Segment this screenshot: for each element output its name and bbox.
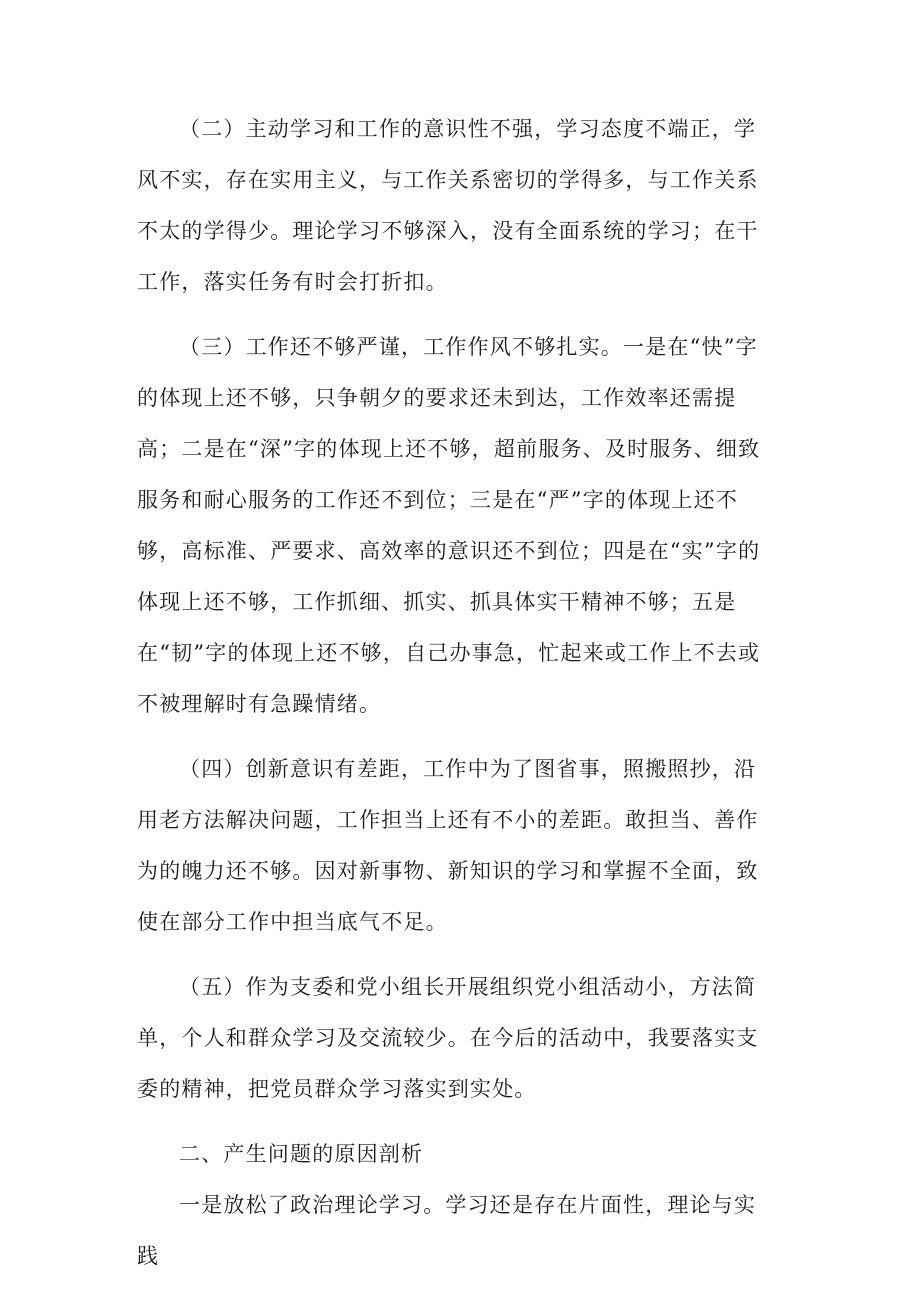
paragraph-spacer xyxy=(137,730,777,744)
paragraph-spacer xyxy=(137,308,777,322)
paragraph-spacer xyxy=(137,1115,777,1129)
section-heading: 二、产生问题的原因剖析 xyxy=(179,1142,424,1166)
paragraph-4: （四）创新意识有差距，工作中为了图省事，照搬照抄，沿用老方法解决问题，工作担当上还有不小的差距。敢担当、善作为的魄力还不够。因对新事物、新知识的学习和掌握不全面，致使在部分工作中担当底气不足。 xyxy=(137,757,759,934)
paragraph-2: （二）主动学习和工作的意识性不强，学习态度不端正，学风不实，存在实用主义，与工作关系密切的学得多，与工作关系不太的学得少。理论学习不够深入，没有全面系统的学习；在干工作，落实任务有时会打折扣。 xyxy=(137,117,759,294)
paragraph-spacer xyxy=(137,948,777,962)
document-body xyxy=(137,104,777,1282)
paragraph-5: （五）作为支委和党小组长开展组织党小组活动小，方法简单，个人和群众学习及交流较少。在今后的活动中，我要落实支委的精神，把党员群众学习落实到实处。 xyxy=(137,975,759,1101)
paragraph-cause-1: 一是放松了政治理论学习。学习还是存在片面性，理论与实践 xyxy=(137,1193,757,1268)
paragraph-3: （三）工作还不够严谨，工作作风不够扎实。一是在“快”字的体现上还不够，只争朝夕的要求还未到达，工作效率还需提高；二是在“深”字的体现上还不够，超前服务、及时服务、细致服务和耐心服务的工作还不到位；三是在“严”字的体现上还不够，高标准、严要求、高效率的意识还不到位；四是在“实”字的体现上还不够，工作抓细、抓实、抓具体实干精神不够；五是在“韧”字的体现上还不够，自己办事急，忙起来或工作上不去或不被理解时有急躁情绪。 xyxy=(137,335,761,716)
